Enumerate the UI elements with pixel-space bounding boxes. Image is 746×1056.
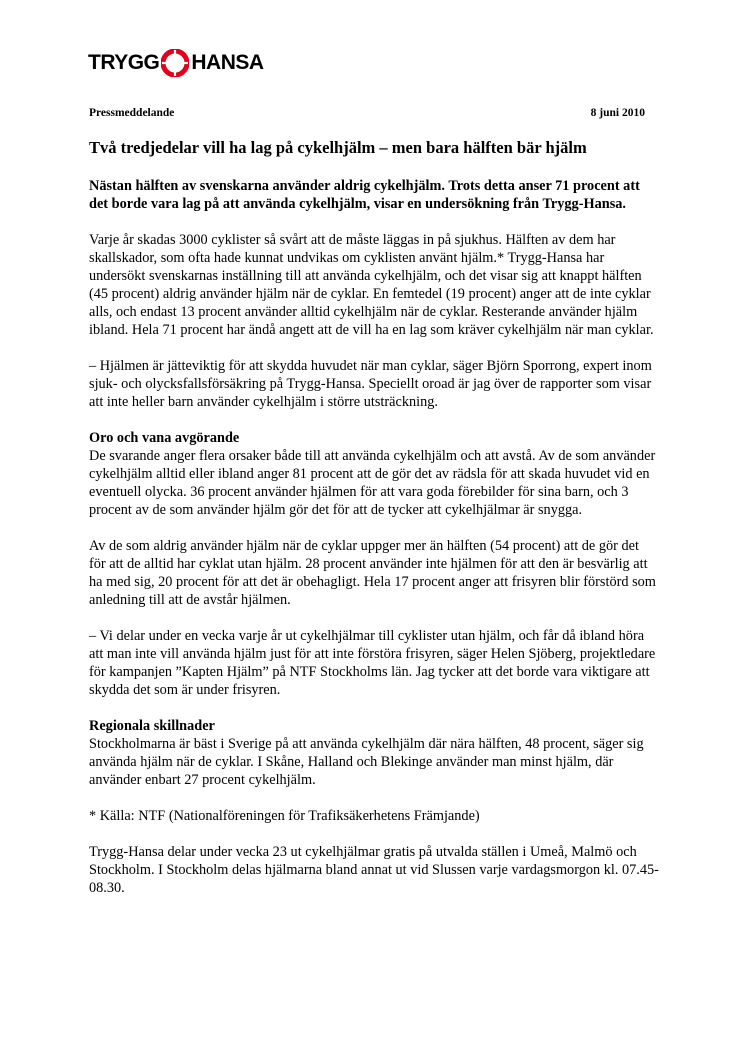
document-date: 8 juni 2010 [590,107,645,119]
body-paragraph-4: Av de som aldrig använder hjälm när de cyklar uppger mer än hälften (54 procent) att de gör det för att de alltid har cyklat utan hjälm. 28 procent använder inte hjälmen för att den är besvärlig att ha med sig, 20 procent för att det är obehagligt. Hela 17 procent anger att frisyren blir förstörd som anledning till att de avstår hjälmen. [89,538,656,608]
body-paragraph-2: – Hjälmen är jätteviktig för att skydda huvudet när man cyklar, säger Björn Sporrong, expert inom sjuk- och olycksfallsförsäkring på Trygg-Hansa. Speciellt oroad är jag över de rapporter som visar att inte heller barn använder cykelhjälm i större utsträckning. [89,358,652,410]
body-paragraph-5: – Vi delar under en vecka varje år ut cykelhjälmar till cyklister utan hjälm, och får då ibland höra att man inte vill använda hjälm just för att inte förstöra frisyren, säger Helen Sjöberg, projektledare för kampanjen ”Kapten Hjälm” på NTF Stockholms län. Jag tycker att det borde vara viktigare att skydda det som är under frisyren. [89,628,656,698]
footnote: * Källa: NTF (Nationalföreningen för Trafiksäkerhetens Främjande) [89,808,480,824]
logo-text-left: TRYGG [88,51,160,74]
document-label: Pressmeddelande [89,107,175,119]
page-title: Två tredjedelar vill ha lag på cykelhjälm – men bara hälften bär hjälm [89,138,587,157]
body-paragraph-6: Stockholmarna är bäst i Sverige på att använda cykelhjälm där nära hälften, 48 procent, säger sig använda hjälm när de cyklar. I Skåne, Halland och Blekinge använder man minst hjälm, där använder enbart 27 procent cykelhjälm. [89,736,644,788]
lifebuoy-icon [161,49,189,77]
document-meta [89,106,645,120]
subheading-regionala-skillnader: Regionala skillnader [89,718,215,734]
lead-paragraph: Nästan hälften av svenskarna använder aldrig cykelhjälm. Trots detta anser 71 procent att det borde vara lag på att använda cykelhjälm, visar en undersökning från Trygg-Hansa. [89,178,640,212]
body-paragraph-7: Trygg-Hansa delar under vecka 23 ut cykelhjälmar gratis på utvalda ställen i Umeå, Malmö och Stockholm. I Stockholm delas hjälmarna bland annat ut vid Slussen varje vardagsmorgon kl. 07.45-08.30. [89,844,659,896]
article-body [89,177,659,897]
body-paragraph-3: De svarande anger flera orsaker både till att använda cykelhjälm och att avstå. Av de som använder cykelhjälm alltid eller ibland anger 81 procent att de gör det av rädsla för att skada huvudet vid en eventuell olycka. 36 procent använder hjälmen för att vara goda förebilder för sina barn, och 3 procent av de som använder hjälm gör det för att de tycker att cykelhjälmar är snygga. [89,448,656,518]
subheading-oro-och-vana: Oro och vana avgörande [89,430,240,446]
body-paragraph-1: Varje år skadas 3000 cyklister så svårt att de måste läggas in på sjukhus. Hälften av dem har skallskador, som ofta hade kunnat undvikas om cyklisten använt hjälm.* Trygg-Hansa har undersökt svenskarnas inställning till att använda cykelhjälm, och det visar sig att knappt hälften (45 procent) aldrig använder hjälm när de cyklar. En femtedel (19 procent) anger att de inte cyklar alls, och endast 13 procent använder alltid cykelhjälm när de cyklar. Resterande använder hjälm ibland. Hela 71 procent har ändå angett att de vill ha en lag som kräver cykelhjälm när man cyklar. [89,232,654,338]
logo-text-right: HANSA [191,51,264,74]
trygg-hansa-logo [88,48,264,78]
